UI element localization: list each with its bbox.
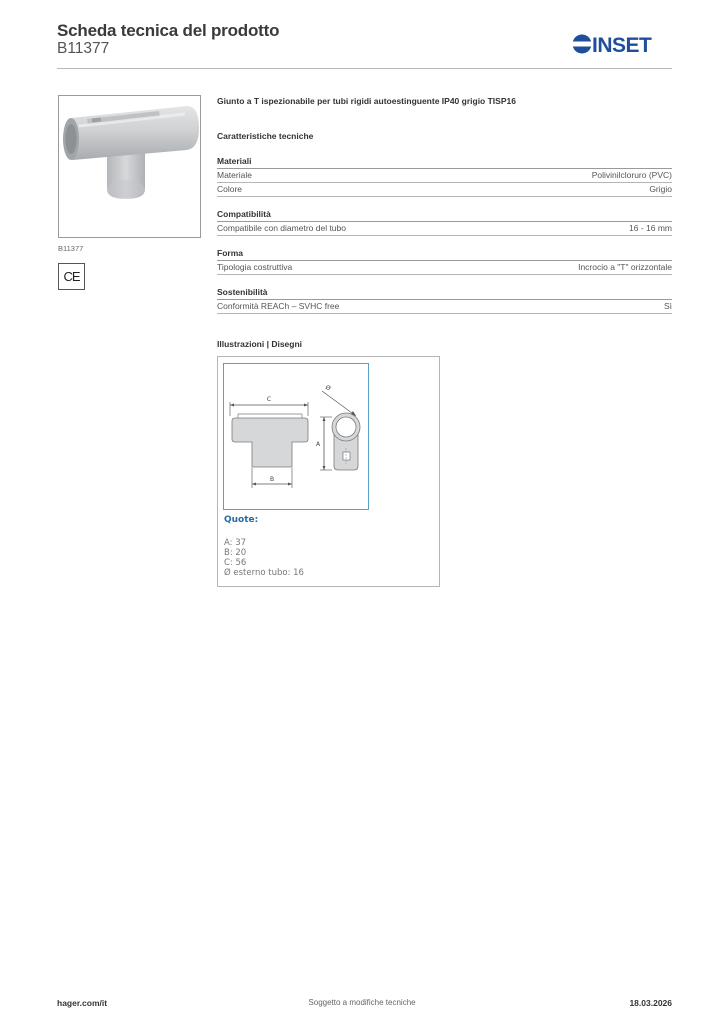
spec-label: Tipologia costruttiva	[217, 262, 293, 272]
dim-label-a: A	[315, 441, 321, 448]
dim-label-c: C	[266, 396, 272, 403]
quote-line: C: 56	[224, 558, 247, 568]
spec-row	[217, 300, 672, 314]
header-divider	[57, 68, 672, 69]
spec-group-title: Compatibilità	[217, 209, 672, 222]
spec-group-title: Forma	[217, 248, 672, 261]
dim-label-diameter: Ø	[323, 383, 332, 393]
illustrations-title: Illustrazioni | Disegni	[217, 339, 303, 349]
spec-label: Colore	[217, 184, 243, 194]
tee-fitting-photo-icon	[59, 96, 200, 237]
ce-mark-icon: CE	[58, 263, 85, 290]
quotes-title: Quote:	[224, 515, 259, 525]
spec-group-sostenibilita	[217, 287, 672, 314]
spec-row	[217, 183, 672, 197]
spec-label: Compatibile con diametro del tubo	[217, 223, 346, 233]
product-description: Giunto a T ispezionabile per tubi rigidi autoestinguente IP40 grigio TISP16	[217, 96, 516, 106]
dimension-drawing-icon	[224, 364, 368, 509]
spec-group-materiali	[217, 156, 672, 197]
footer-notice: Soggetto a modifiche tecniche	[308, 998, 416, 1007]
product-image	[58, 95, 201, 238]
spec-value: Polivinilcloruro (PVC)	[591, 170, 672, 180]
spec-label: Conformità REACh – SVHC free	[217, 301, 340, 311]
spec-group-compatibilita	[217, 209, 672, 236]
spec-group-forma	[217, 248, 672, 275]
quote-line: Ø esterno tubo: 16	[224, 568, 304, 578]
spec-group-title: Materiali	[217, 156, 672, 169]
inset-logo-icon	[570, 31, 674, 57]
page-title: Scheda tecnica del prodotto	[57, 21, 280, 40]
spec-value: Sì	[663, 301, 672, 311]
spec-value: Grigio	[649, 184, 672, 194]
product-code: B11377	[57, 40, 110, 57]
footer-website: hager.com/it	[57, 998, 108, 1008]
quote-line: B: 20	[224, 548, 247, 558]
spec-value: Incrocio a "T" orizzontale	[578, 262, 672, 272]
dim-label-b: B	[269, 476, 275, 483]
spec-row	[217, 222, 672, 236]
footer-date: 18.03.2026	[629, 998, 672, 1008]
quote-line: A: 37	[224, 538, 247, 548]
technical-drawing	[223, 363, 369, 510]
logo-text: INSET	[592, 34, 652, 57]
spec-row	[217, 169, 672, 183]
technical-drawing-panel	[217, 356, 440, 587]
spec-value: 16 - 16 mm	[629, 223, 672, 233]
brand-logo	[570, 31, 674, 57]
spec-row	[217, 261, 672, 275]
spec-group-title: Sostenibilità	[217, 287, 672, 300]
specs-section-title: Caratteristiche tecniche	[217, 131, 314, 141]
image-caption: B11377	[58, 244, 84, 253]
spec-label: Materiale	[217, 170, 252, 180]
